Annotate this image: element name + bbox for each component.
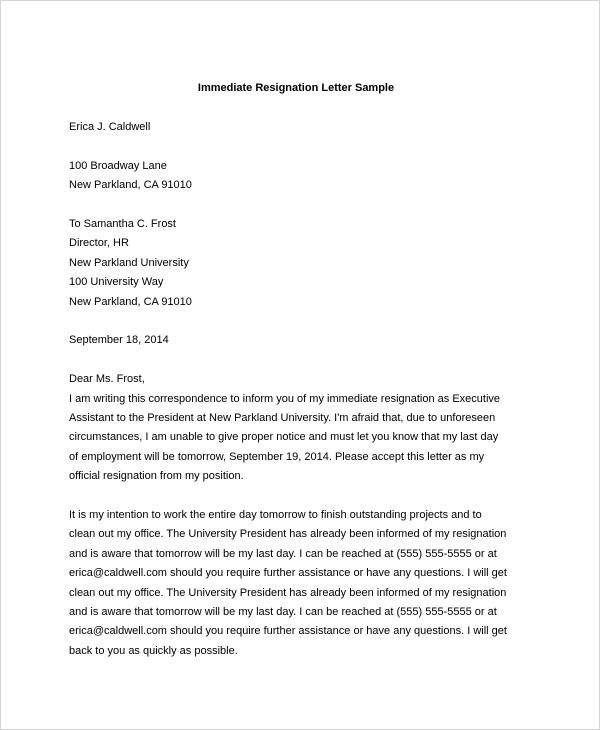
spacer (69, 487, 539, 506)
paragraph-line: clean out my office. The University President has already been informed of my resignation (69, 586, 507, 599)
document-title: Immediate Resignation Letter Sample (197, 82, 395, 94)
letter-body (69, 118, 539, 661)
spacer (69, 196, 539, 215)
paragraph-line: and is aware that tomorrow will be my last day. I can be reached at (555) 555-5555 or at (69, 547, 497, 560)
paragraph-line: back to you as quickly as possible. (69, 644, 238, 657)
paragraph-line: It is my intention to work the entire day tomorrow to finish outstanding projects and to (69, 509, 482, 522)
spacer (69, 351, 539, 370)
recipient-line: To Samantha C. Frost (69, 218, 176, 230)
paragraph-line: and is aware that tomorrow will be my last day. I can be reached at (555) 555-5555 or at (69, 606, 497, 619)
paragraph-line: erica@caldwell.com should you require further assistance or have any questions. I will get (69, 625, 507, 638)
recipient-line: Director, HR (69, 237, 129, 250)
paragraph-line: of employment will be tomorrow, September 19, 2014. Please accept this letter as my (69, 450, 485, 463)
paragraph-line: circumstances, I am unable to give proper notice and must let you know that my last day (69, 431, 499, 444)
paragraph-line: official resignation from my position. (69, 470, 244, 483)
spacer (69, 137, 539, 156)
paragraph-line: Assistant to the President at New Parkland University. I'm afraid that, due to unforeseen (69, 412, 496, 425)
sender-address-line: 100 Broadway Lane (69, 159, 167, 172)
recipient-line: New Parkland, CA 91010 (69, 295, 192, 308)
letter-date: September 18, 2014 (69, 334, 169, 347)
paragraph-line: clean out my office. The University President has already been informed of my resignation (69, 528, 507, 541)
paragraph-line: erica@caldwell.com should you require further assistance or have any questions. I will get (69, 567, 507, 580)
sender-name: Erica J. Caldwell (69, 121, 151, 133)
paragraph-line: I am writing this correspondence to inform you of my immediate resignation as Executive (69, 392, 501, 405)
sender-address-line: New Parkland, CA 91010 (69, 179, 192, 192)
spacer (69, 312, 539, 331)
salutation: Dear Ms. Frost, (69, 373, 145, 386)
recipient-line: New Parkland University (69, 256, 189, 269)
recipient-line: 100 University Way (69, 276, 164, 289)
